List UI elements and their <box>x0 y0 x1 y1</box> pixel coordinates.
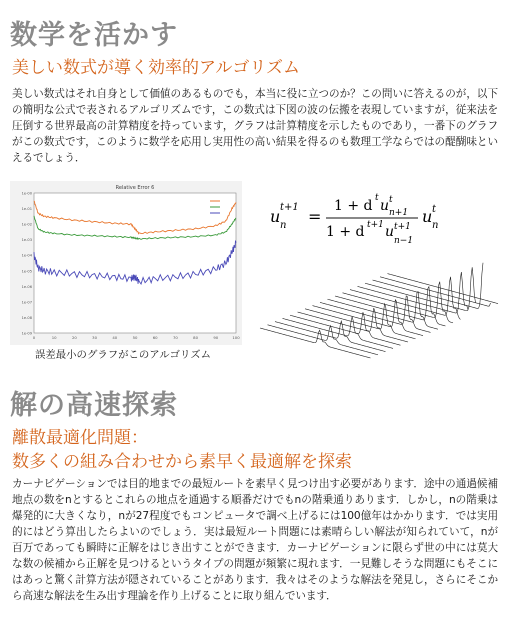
x-tick-label: 60 <box>152 335 158 340</box>
y-tick-label: 1e-07 <box>21 300 32 305</box>
y-tick-label: 1e-04 <box>21 253 32 258</box>
x-tick-label: 0 <box>32 335 36 340</box>
x-tick-label: 20 <box>71 335 77 340</box>
formula <box>268 188 508 248</box>
wave-propagation-figure <box>252 250 502 360</box>
wave-curve <box>365 267 476 310</box>
y-tick-label: 1e-03 <box>21 238 32 243</box>
x-tick-label: 90 <box>213 335 219 340</box>
wave-curve <box>298 308 409 342</box>
x-tick-label: 50 <box>132 335 138 340</box>
y-tick-label: 1e-06 <box>21 284 32 289</box>
y-tick-label: 1e-00 <box>21 191 32 196</box>
section1-title: 数学を活かす <box>10 20 178 51</box>
formula-numerator-sup: t <box>375 193 379 203</box>
error-chart <box>10 181 242 345</box>
formula-lhs: u <box>270 207 281 226</box>
formula-num-u-sup: t <box>389 195 393 205</box>
x-tick-label: 100 <box>232 335 240 340</box>
wave-curve <box>373 263 484 309</box>
x-tick-label: 70 <box>172 335 178 340</box>
formula-den-u-sub: n−1 <box>394 236 414 246</box>
x-tick-label: 30 <box>92 335 98 340</box>
formula-numerator: 1 + d <box>334 198 373 214</box>
section2-subtitle-line1: 離散最適化問題： <box>12 428 148 448</box>
formula-rhs-sup: t <box>432 204 437 215</box>
formula-denominator-sup: t+1 <box>367 220 384 230</box>
formula-den-u-sup: t+1 <box>394 222 411 232</box>
wave-curve <box>328 292 439 330</box>
section2-paragraph: カーナビゲーションでは目的地までの最短ルートを素早く見つけ出す必要があります．途中の通過候補地点の数をnとするとこれらの地点を通過する順番だけでもnの階乗通りあります．しかし，nの階乗は爆発的に大きくなり，nが27程度でもコンピュータで調べ上げるには100億年はかかります．では実用的にはどう算出したらよいのでしょう．実は最短ルート問題には素晴らしい解法が知られていて，nが百万であっても瞬時に正解をはじき出すことができます．カーナビゲーションに限らず世の中には莫大な数の候補から正解を見つけるというタイプの問題が頻繁に現れます．一見難しそうな問題にもそこにはあっと驚く計算方法が隠されていることがあります．我々はそのような解法を発見し，さらにそこから高速な解法を生み出す理論を作り上げることに取り組んでいます． <box>12 478 498 602</box>
wave-curve <box>350 277 461 320</box>
formula-lhs-sup: t+1 <box>280 202 299 213</box>
chart-plot-area <box>34 193 236 333</box>
section1-subtitle: 美しい数式が導く効率的アルゴリズム <box>12 58 300 78</box>
formula-num-u-sub: n+1 <box>389 208 409 218</box>
chart-title: Relative Error 6 <box>115 185 155 191</box>
formula-rhs-sub: n <box>432 220 439 231</box>
x-tick-label: 10 <box>51 335 57 340</box>
chart-caption: 誤差最小のグラフがこのアルゴリズム <box>35 349 212 361</box>
formula-denominator: 1 + d <box>326 224 365 240</box>
y-tick-label: 1e-02 <box>21 222 32 227</box>
formula-rhs: u <box>422 207 433 226</box>
section1-paragraph: 美しい数式はそれ自身として価値のあるものでも，本当に役に立つのか？この問いに答えるのが，以下の簡明な公式で表されるアルゴリズムです，この数式は下図の波の伝搬を表現していますが，従来法を圧倒する世界最高の計算精度を持っています，グラフは計算精度を示したものであり，一番下のグラフがこの数式です，このように数学を応用し実用性の高い結果を得るのも数理工学ならではの醍醐味といえるでしょう． <box>12 88 498 164</box>
formula-den-u: u <box>385 224 395 240</box>
formula-num-u: u <box>380 198 390 214</box>
formula-equals: = <box>308 207 322 226</box>
formula-lhs-sub: n <box>280 220 287 231</box>
y-tick-label: 1e-09 <box>21 331 32 336</box>
wave-curve <box>290 312 401 345</box>
section2-subtitle-line2: 数多くの組み合わせから素早く最適解を探索 <box>12 452 352 472</box>
y-tick-label: 1e-08 <box>21 315 32 320</box>
y-tick-label: 1e-05 <box>21 269 32 274</box>
wave-curve <box>283 317 394 349</box>
x-tick-label: 80 <box>193 335 199 340</box>
x-tick-label: 40 <box>112 335 118 340</box>
section2-title: 解の高速探索 <box>10 390 178 421</box>
y-tick-label: 1e-01 <box>21 207 32 212</box>
